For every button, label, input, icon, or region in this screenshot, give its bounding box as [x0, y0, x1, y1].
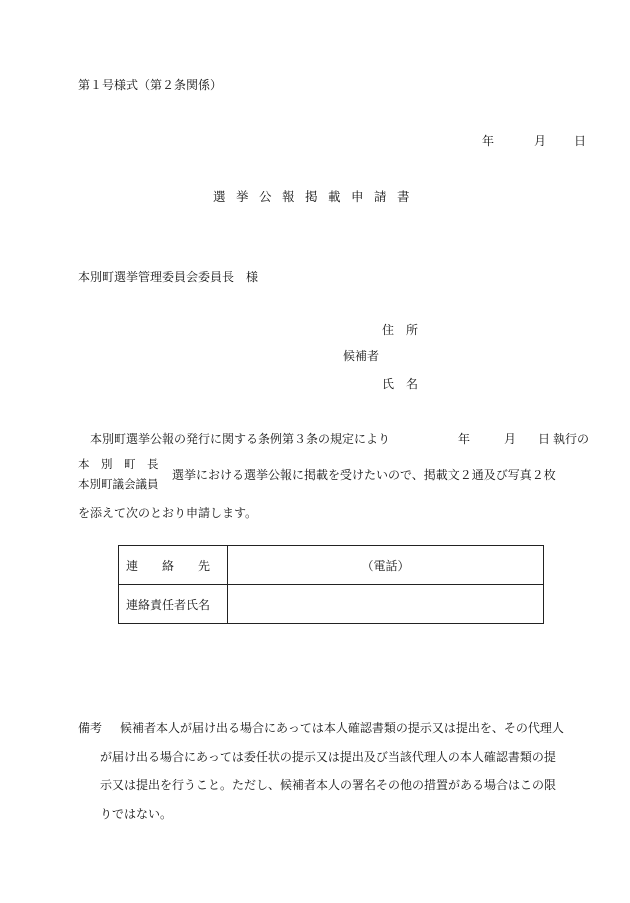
contact-value[interactable]: （電話）	[228, 546, 544, 585]
body-line-3: を添えて次のとおり申請します。	[78, 506, 258, 520]
notes-text: りではない。	[100, 806, 173, 821]
notes-line-2	[78, 743, 564, 772]
body-line-1	[90, 430, 589, 447]
body-month: 月	[504, 432, 517, 446]
notes-text: が届け出る場合にあっては委任状の提示又は提出及び当該代理人の本人確認書類の提	[100, 749, 556, 764]
document-title: 選挙公報掲載申請書	[213, 189, 421, 204]
table-row	[119, 546, 544, 585]
table-row	[119, 585, 544, 624]
responsible-person-value[interactable]	[228, 585, 544, 624]
date-day: 日	[573, 134, 586, 148]
contact-table	[118, 545, 544, 624]
candidate-label: 候補者	[343, 349, 380, 363]
address-label: 住 所	[382, 323, 419, 337]
notes-line-4	[78, 800, 564, 829]
body-line-2: 選挙における選挙公報に掲載を受けたいので、掲載文２通及び写真２枚	[172, 468, 556, 482]
responsible-person-label: 連絡責任者氏名	[119, 585, 228, 624]
body-tail: 執行の	[553, 432, 590, 446]
notes-lead: 備考	[78, 721, 103, 735]
form-label: 第１号様式（第２条関係）	[78, 78, 223, 92]
date-month: 月	[533, 134, 546, 148]
body-day: 日	[538, 432, 551, 446]
notes-text: 示又は提出を行うこと。ただし、候補者本人の署名その他の措置がある場合はこの限	[100, 778, 557, 792]
choice-council: 本別町議会議員	[78, 477, 159, 491]
name-label: 氏 名	[382, 377, 419, 391]
choice-mayor: 本 別 町 長	[78, 457, 159, 471]
contact-label: 連 絡 先	[119, 546, 228, 585]
date-year: 年	[482, 134, 495, 148]
notes-line-1	[78, 714, 564, 743]
date-line	[482, 132, 586, 149]
body-year: 年	[458, 432, 471, 446]
notes	[78, 714, 564, 828]
notes-line-3	[78, 771, 564, 800]
notes-text: 候補者本人が届け出る場合にあっては本人確認書類の提示又は提出を、その代理人	[120, 721, 564, 735]
body-line-1-text: 本別町選挙公報の発行に関する条例第３条の規定により	[90, 432, 391, 446]
addressee: 本別町選挙管理委員会委員長 様	[78, 270, 259, 284]
